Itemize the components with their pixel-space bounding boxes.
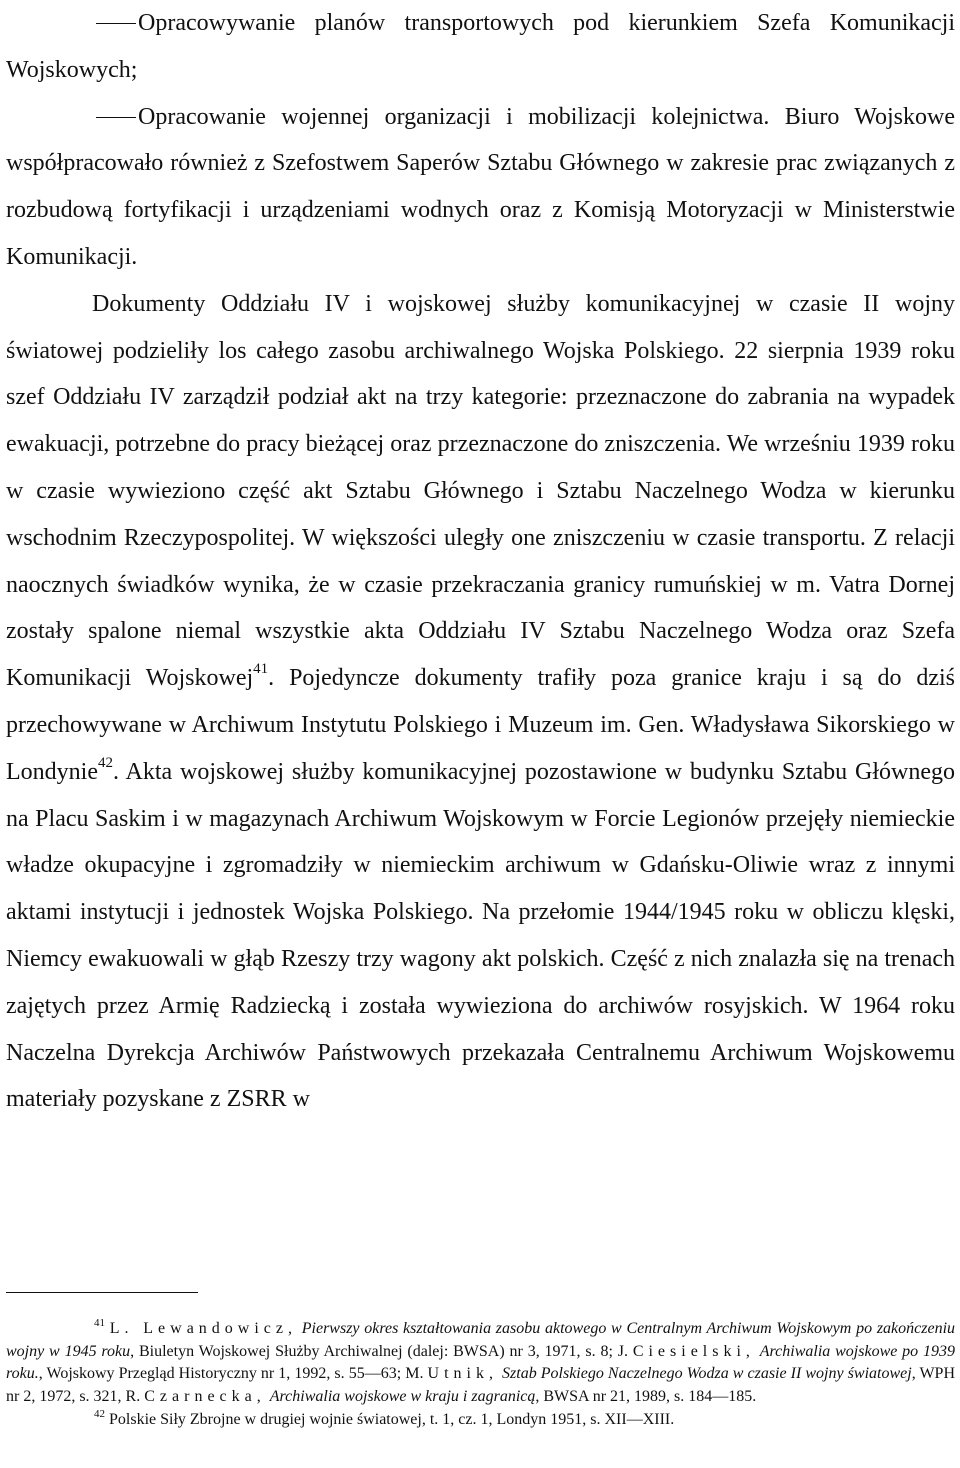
footnote-text: , BWSA nr 21, 1989, s. 184—185. xyxy=(535,1388,757,1406)
footnote-author: Czarnecka, xyxy=(144,1388,266,1406)
list-item-text: Opracowywanie planów transportowych pod kierunkiem Szefa Komunikacji Wojskowych; xyxy=(6,10,955,83)
list-item-dash-2 xyxy=(6,94,955,281)
footnote-author: L. Lewandowicz, xyxy=(109,1320,297,1337)
footnotes xyxy=(6,1318,955,1432)
list-item-text: Opracowanie wojennej organizacji i mobilizacji kolejnictwa. Biuro Wojskowe współpracowało również z Szefostwem Saperów Sztabu Głównego w zakresie prac związanych z rozbudową fortyfikacji i urządzeniami wodnych oraz z Komisją Motoryzacji w Ministerstwie Komunikacji. xyxy=(6,103,955,270)
paragraph-text-part-3: . Akta wojskowej służby komunikacyjnej pozostawione w budynku Sztabu Głównego na Placu Saskim i w magazynach Archiwum Wojskowym w Forcie Legionów przejęły niemieckie władze okupacyjne i zgromadziły w niemieckim archiwum w Gdańsku-Oliwie wraz z innymi aktami instytucji i jednostek Wojska Polskiego. Na przełomie 1944/1945 roku w obliczu klęski, Niemcy ewakuowali w głąb Rzeszy trzy wagony akt polskich. Część z nich znalazła się na trenach zajętych przez Armię Radziecką i została wywieziona do archiwów rosyjskich. W 1964 roku Naczelna Dyrekcja Archiwów Państwowych przekazała Centralnemu Archiwum Wojskowemu materiały pozyskane z ZSRR w xyxy=(6,758,955,1113)
footnote-text: , Wojskowy Przegląd Historyczny nr 1, 1992, s. 55—63; M. xyxy=(38,1365,428,1383)
main-text xyxy=(6,0,955,1123)
footnote-text: , Biuletyn Wojskowej Służby Archiwalnej (dalej: BWSA) nr 3, 1971, s. 8; J. xyxy=(130,1342,633,1360)
footnote-41 xyxy=(6,1318,955,1409)
footnote-ref-42[interactable]: 42 xyxy=(97,754,113,771)
paragraph-text-part-2: . Pojedyncze dokumenty trafiły poza granice kraju i są do dziś przechowywane w Archiwum Instytutu Polskiego i Muzeum im. Gen. Władysława Sikorskiego w Londynie xyxy=(6,665,956,785)
body-paragraph xyxy=(6,281,955,1123)
footnote-number: 41 xyxy=(94,1317,105,1329)
footnote-separator xyxy=(6,1292,198,1293)
footnote-text: , WPH nr 2, 1972, s. 321, R. xyxy=(6,1365,956,1406)
footnote-title: Archiwalia wojskowe po 1939 roku. xyxy=(6,1342,956,1383)
footnote-author: Utnik, xyxy=(427,1365,498,1383)
footnote-title: Archiwalia wojskowe w kraju i zagranicą xyxy=(269,1388,536,1406)
list-item-dash-1 xyxy=(6,0,955,94)
footnote-author: Ciesielski, xyxy=(632,1342,755,1360)
footnote-text: Polskie Siły Zbrojne w drugiej wojnie światowej, t. 1, cz. 1, Londyn 1951, s. XII—XIII. xyxy=(109,1410,675,1428)
paragraph-text-part-1: Dokumenty Oddziału IV i wojskowej służby komunikacyjnej w czasie II wojny światowej podzieliły los całego zasobu archiwalnego Wojska Polskiego. 22 sierpnia 1939 roku szef Oddziału IV zarządził podział akt na trzy kategorie: przeznaczone do zabrania na wypadek ewakuacji, potrzebne do pracy bieżącej oraz przeznaczone do zniszczenia. We wrześniu 1939 roku w czasie wywieziono część akt Sztabu Głównego i Sztabu Naczelnego Wodza w kierunku wschodnim Rzeczypospolitej. W większości uległy one zniszczeniu w czasie transportu. Z relacji naocznych świadków wynika, że w czasie przekraczania granicy rumuńskiej w m. Vatra Dornej zostały spalone niemal wszystkie akta Oddziału IV Sztabu Naczelnego Wodza oraz Szefa Komunikacji Wojskowej xyxy=(6,290,955,692)
document-page xyxy=(6,0,956,1428)
footnote-title: Pierwszy okres kształtowania zasobu aktowego w Centralnym Archiwum Wojskowym po zakończeniu wojny w 1945 roku xyxy=(6,1320,956,1360)
footnote-title: Sztab Polskiego Naczelnego Wodza w czasie II wojny światowej xyxy=(502,1365,912,1383)
footnote-ref-41[interactable]: 41 xyxy=(253,661,269,678)
footnote-number: 42 xyxy=(94,1407,105,1420)
footnote-42 xyxy=(6,1409,955,1432)
